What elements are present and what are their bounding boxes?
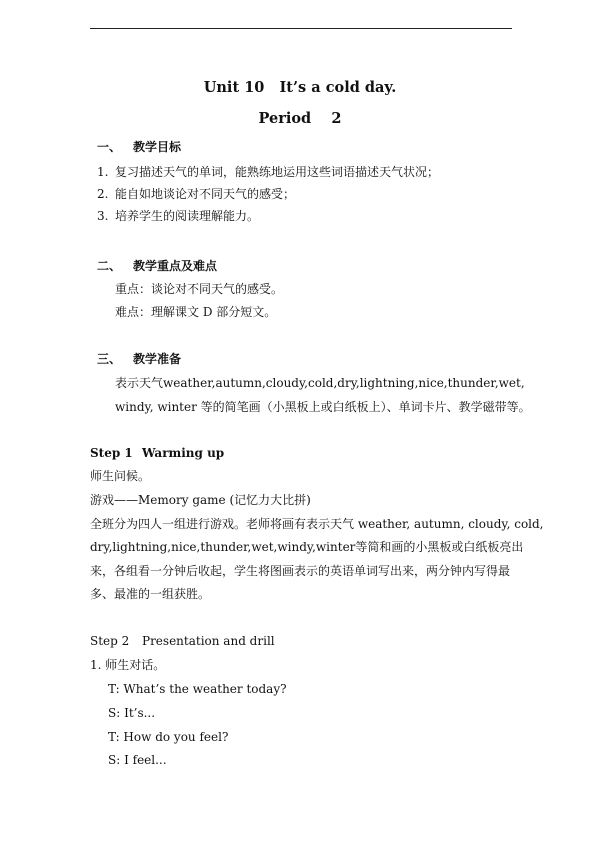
word: nice, (171, 540, 201, 554)
section1-heading: 教学目标 (133, 140, 182, 154)
step2-item-1: 1. 师生对话。 (90, 658, 166, 672)
word: winter (315, 540, 356, 554)
section3-number: 三、 (97, 352, 122, 366)
header-rule (90, 28, 512, 29)
section1-item-text: 培养学生的阅读理解能力。 (115, 209, 260, 223)
dialogue-line: T: How do you feel? (108, 730, 229, 744)
section1-item-num: 2. (97, 187, 109, 201)
section1-item-text: 复习描述天气的单词，能熟练地运用这些词语描述天气状况； (115, 165, 440, 179)
word: wet, (251, 540, 278, 554)
section1-item-num: 1. (97, 165, 109, 179)
section2-number: 二、 (97, 259, 122, 273)
word: cloudy, (265, 376, 308, 390)
word: dry, (90, 540, 113, 554)
step1-game: 游戏——Memory game (记忆力大比拼) (90, 493, 311, 507)
word: cold, (308, 376, 338, 390)
preparation-line-1 (115, 376, 525, 390)
step2-label: Step 2 (90, 634, 130, 648)
word: dry, (337, 376, 360, 390)
section3-heading: 教学准备 (133, 352, 182, 366)
word: nice, (418, 376, 448, 390)
word: 等简和画的小黑板或白纸板亮出 (355, 540, 524, 554)
dialogue-line: T: What’s the weather today? (108, 682, 287, 696)
step1-title: Warming up (142, 446, 225, 460)
step1-desc-line-4: 多、最准的一组获胜。 (90, 587, 211, 601)
word: thunder, (447, 376, 499, 390)
word: windy, (277, 540, 316, 554)
section2-heading: 教学重点及难点 (133, 259, 218, 273)
step1-desc-line-1: 全班分为四人一组进行游戏。老师将画有表示天气 weather, autumn, cloudy, cold, (90, 517, 544, 531)
key-point-text: 重点：谈论对不同天气的感受。 (115, 282, 284, 296)
section1-item-num: 3. (97, 209, 109, 223)
word: autumn, (215, 376, 266, 390)
step1-desc-line-2 (90, 540, 524, 554)
word: thunder, (200, 540, 252, 554)
difficulty-text: 难点：理解课文 D 部分短文。 (115, 305, 277, 319)
preparation-line-2: windy, winter 等的简笔画（小黑板上或白纸板上）、单词卡片、教学磁带等。 (115, 400, 531, 414)
step2-title: Presentation and drill (142, 634, 275, 648)
dialogue-line: S: I feel... (108, 753, 167, 767)
dialogue-line: S: It’s... (108, 706, 156, 720)
step1-desc-line-3: 来，各组看一分钟后收起，学生将图画表示的英语单词写出来，两分钟内写得最 (90, 564, 511, 578)
section1-item-text: 能自如地谈论对不同天气的感受； (115, 187, 296, 201)
word: 表示天气 (115, 376, 164, 390)
section1-number: 一、 (97, 140, 122, 154)
word: wet, (498, 376, 525, 390)
word: lightning, (112, 540, 172, 554)
step1-greeting: 师生问候。 (90, 469, 151, 483)
word: lightning, (359, 376, 419, 390)
document-title: Unit 10 It’s a cold day. (203, 79, 397, 96)
document-subtitle: Period 2 (258, 110, 342, 127)
word: weather, (163, 376, 216, 390)
step1-label: Step 1 (90, 446, 133, 460)
